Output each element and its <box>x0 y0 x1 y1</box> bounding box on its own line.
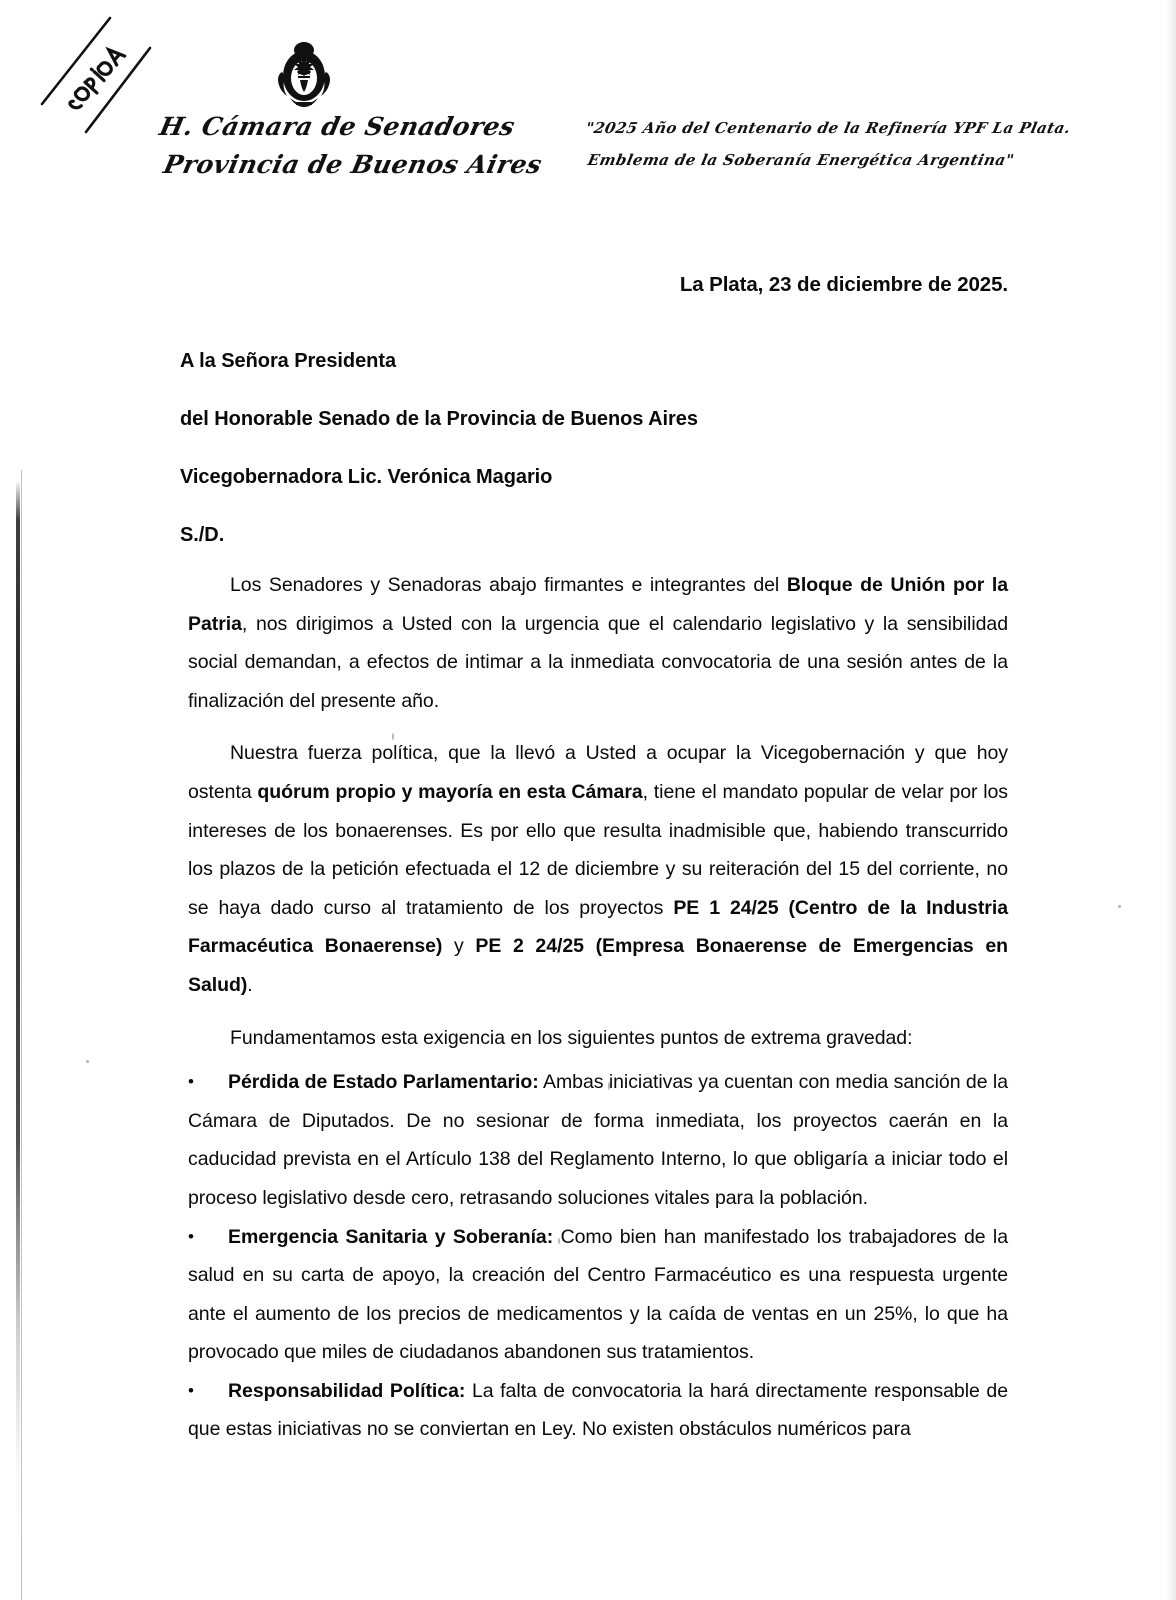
letterhead-chamber <box>157 108 580 184</box>
bullet-item <box>188 1063 1008 1217</box>
addressee-line-1: A la Señora Presidenta <box>180 350 397 372</box>
body-paragraph-1: Los Senadores y Senadoras abajo firmantes e integrantes del Bloque de Unión por la Patria, nos dirigimos a Usted con la urgencia que el calendario legislativo y la sensibilidad social demandan, a efectos de intimar a la inmediata convocatoria de una sesión antes de la finalización del presente año. <box>188 574 1008 712</box>
letterhead-line-1: H. Cámara de Senadores <box>157 112 518 141</box>
bullet-item <box>188 1218 1008 1372</box>
bullet-item <box>188 1372 1008 1449</box>
page-right-shadow <box>1166 0 1176 1600</box>
bullet-text: Responsabilidad Política: La falta de convocatoria la hará directamente responsable de que estas iniciativas no se conviertan en Ley. No existen obstáculos numéricos para <box>188 1379 1009 1441</box>
date-line: La Plata, 23 de diciembre de 2025. <box>679 273 1008 296</box>
argentine-coat-of-arms-icon <box>276 36 332 110</box>
bullet-marker-icon: • <box>188 1380 194 1400</box>
letterhead-slogan <box>584 112 1073 176</box>
letterhead-line-2: Provincia de Buenos Aires <box>161 150 545 179</box>
scan-edge-artifact <box>16 0 20 1600</box>
bullet-marker-icon: • <box>188 1072 194 1092</box>
scan-speck <box>1118 905 1121 908</box>
letterhead-slogan-line-2: Emblema de la Soberanía Energética Argentina" <box>586 151 1016 169</box>
letterhead-slogan-line-1: "2025 Año del Centenario de la Refinería YPF La Plata. <box>584 119 1073 137</box>
bullet-text: Emergencia Sanitaria y Soberanía: Como bien han manifestado los trabajadores de la salud en su carta de apoyo, la creación del Centro Farmacéutico es una respuesta urgente ante el aumento de los precios de medicamentos y la caída de ventas en un 25%, lo que ha provocado que miles de ciudadanos abandonen sus tratamientos. <box>188 1225 1008 1364</box>
scan-speck <box>86 1060 89 1063</box>
addressee-block <box>180 332 1010 564</box>
addressee-line-2: del Honorable Senado de la Provincia de Buenos Aires <box>180 408 698 430</box>
scan-edge-hairline <box>21 470 22 1600</box>
bullet-marker-icon: • <box>188 1226 194 1246</box>
bullet-text: Pérdida de Estado Parlamentario: Ambas iniciativas ya cuentan con media sanción de la Cámara de Diputados. De no sesionar de forma inmediata, los proyectos caerán en la caducidad prevista en el Artículo 138 del Reglamento Interno, lo que obligaría a iniciar todo el proceso legislativo desde cero, retrasando soluciones vitales para la población. <box>188 1071 1008 1209</box>
body-paragraph-2: Nuestra fuerza política, que la llevó a Usted a ocupar la Vicegobernación y que hoy ostenta quórum propio y mayoría en esta Cámara, tiene el mandato popular de velar por los intereses de los bonaerenses. Es por ello que resulta inadmisible que, habiendo transcurrido los plazos de la petición efectuada el 12 de diciembre y su reiteración del 15 del corriente, no se haya dado curso al tratamiento de los proyectos PE 1 24/25 (Centro de la Industria Farmacéutica Bonaerense) y PE 2 24/25 (Empresa Bonaerense de Emergencias en Salud). <box>188 742 1008 996</box>
addressee-line-4: S./D. <box>180 524 225 546</box>
body-paragraph-3: Fundamentamos esta exigencia en los siguientes puntos de extrema gravedad: <box>230 1026 913 1049</box>
addressee-line-3: Vicegobernadora Lic. Verónica Magario <box>180 466 553 488</box>
copia-stamp <box>38 12 158 142</box>
letter-body <box>188 566 1008 1449</box>
